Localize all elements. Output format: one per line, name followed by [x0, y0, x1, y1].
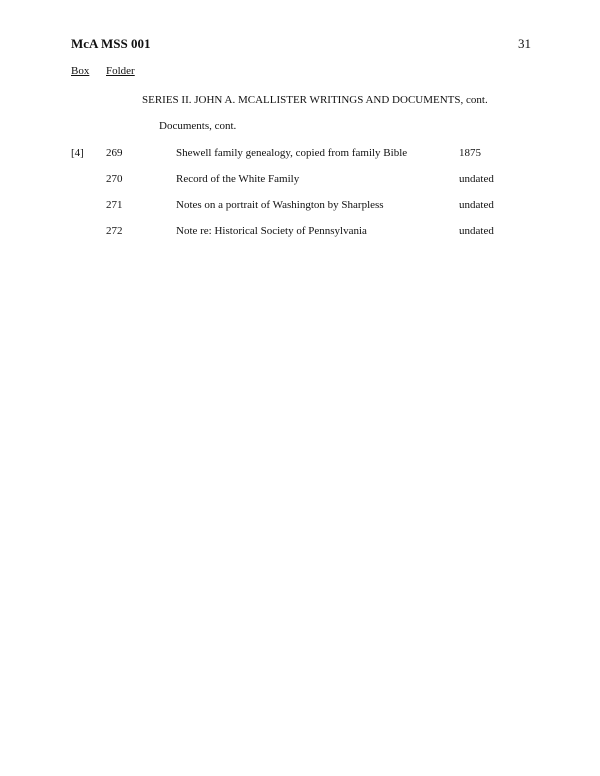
collection-id: McA MSS 001 [71, 36, 151, 51]
folder-title: Note re: Historical Society of Pennsylvania [176, 225, 367, 237]
subseries-heading: Documents, cont. [159, 120, 237, 132]
folder-row [0, 225, 600, 241]
folder-date: undated [459, 199, 494, 211]
folder-row [0, 199, 600, 215]
column-header-box: Box [71, 65, 90, 77]
folder-number: 270 [106, 173, 123, 185]
box-number: [4] [71, 147, 84, 159]
folder-date: undated [459, 225, 494, 237]
folder-date: 1875 [459, 147, 481, 159]
folder-title: Shewell family genealogy, copied from family Bible [176, 147, 408, 159]
folder-number: 269 [106, 147, 123, 159]
folder-date: undated [459, 173, 494, 185]
folder-row [0, 147, 600, 163]
folder-title: Record of the White Family [176, 173, 300, 185]
series-heading: SERIES II. JOHN A. MCALLISTER WRITINGS AND DOCUMENTS, cont. [142, 94, 488, 106]
page-number: 31 [518, 36, 531, 51]
folder-number: 272 [106, 225, 123, 237]
folder-row [0, 173, 600, 189]
folder-number: 271 [106, 199, 123, 211]
column-header-folder: Folder [106, 65, 135, 77]
folder-title: Notes on a portrait of Washington by Sharpless [176, 199, 384, 211]
